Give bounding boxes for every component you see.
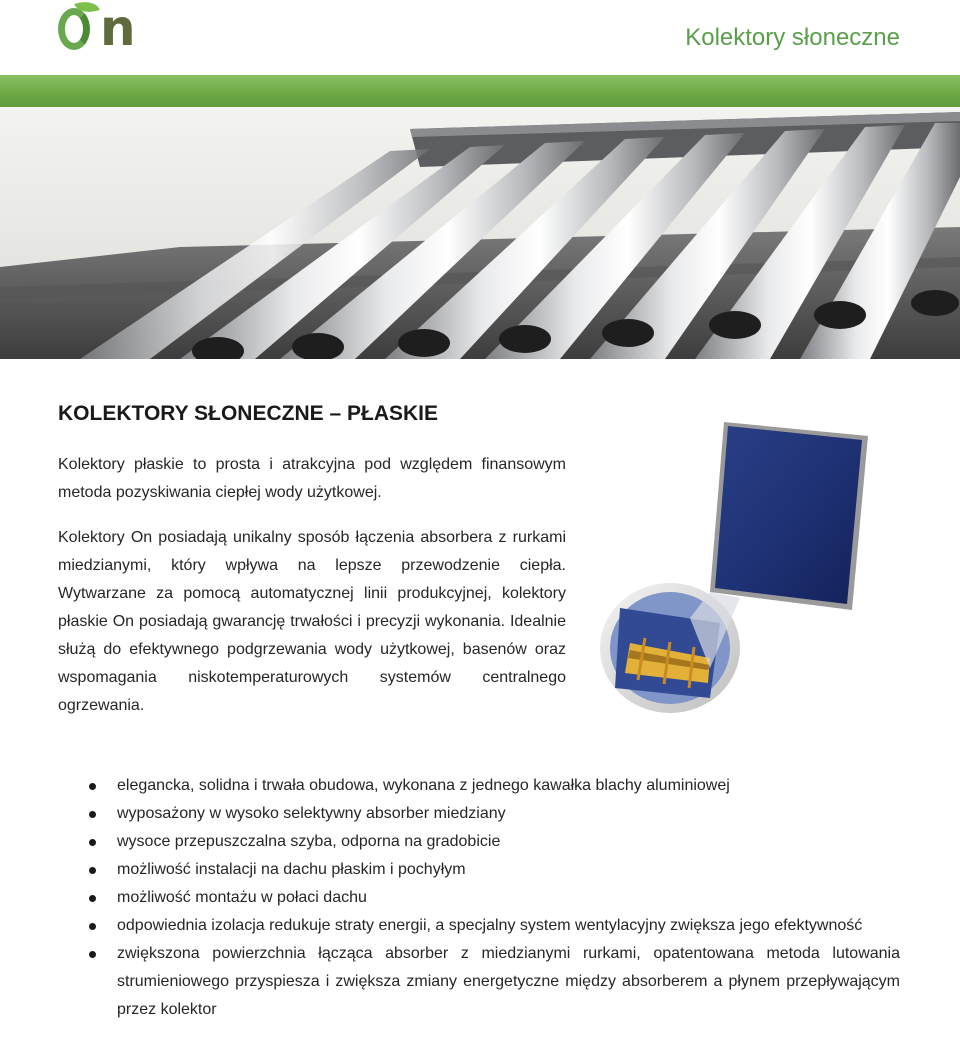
bullet-icon [89, 895, 96, 902]
bullet-icon [89, 783, 96, 790]
on-logo [56, 0, 152, 62]
feature-text: zwiększona powierzchnia łącząca absorber z miedzianymi rurkami, opatentowana metoda lutowania strumieniowego przyspiesza i zwiększa zmiany energetyczne między absorberem a płynem przepływającym przez kolektor [117, 945, 900, 1018]
bullet-icon [89, 811, 96, 818]
intro-paragraph: Kolektory płaskie to prosta i atrakcyjna pod względem finansowym metoda pozyskiwania ciepłej wody użytkowej. [58, 456, 566, 501]
bullet-icon [89, 951, 96, 958]
header-title: Kolektory słoneczne [685, 24, 900, 51]
bullet-icon [89, 867, 96, 874]
list-item [58, 940, 900, 1024]
feature-text: elegancka, solidna i trwała obudowa, wykonana z jednego kawałka blachy aluminiowej [117, 777, 730, 794]
solar-panel-icon [590, 418, 880, 718]
feature-text: wysoce przepuszczalna szyba, odporna na gradobicie [117, 833, 501, 850]
feature-text: wyposażony w wysoko selektywny absorber miedziany [117, 805, 506, 822]
list-item [58, 884, 900, 912]
list-item [58, 856, 900, 884]
list-item [58, 828, 900, 856]
section-heading: KOLEKTORY SŁONECZNE – PŁASKIE [58, 402, 438, 425]
logo-ring-icon [58, 8, 90, 50]
green-header-bar [0, 75, 960, 107]
description-paragraph: Kolektory On posiadają unikalny sposób łączenia absorbera z rurkami miedzianymi, który wpływa na lepsze przewodzenie ciepła. Wytwarzane za pomocą automatycznej linii produkcyjnej, kolektory płaskie On posiadają gwarancję trwałości i precyzji wykonania. Idealnie służą do efektywnego podgrzewania wody użytkowej, basenów oraz wspomagania niskotemperaturowych systemów centralnego ogrzewania. [58, 529, 566, 714]
feature-text: możliwość instalacji na dachu płaskim i pochyłym [117, 861, 466, 878]
list-item [58, 772, 900, 800]
solar-tube-collector-photo [0, 107, 960, 359]
flat-solar-panel-image [590, 418, 880, 718]
logo-text: n [100, 0, 134, 57]
page-header [0, 0, 960, 75]
hero-image [0, 107, 960, 359]
feature-text: odpowiednia izolacja redukuje straty energii, a specjalny system wentylacyjny zwiększa jego efektywność [117, 917, 863, 934]
bullet-icon [89, 839, 96, 846]
list-item [58, 912, 900, 940]
features-list [58, 772, 900, 1024]
bullet-icon [89, 923, 96, 930]
feature-text: możliwość montażu w połaci dachu [117, 889, 367, 906]
list-item [58, 800, 900, 828]
